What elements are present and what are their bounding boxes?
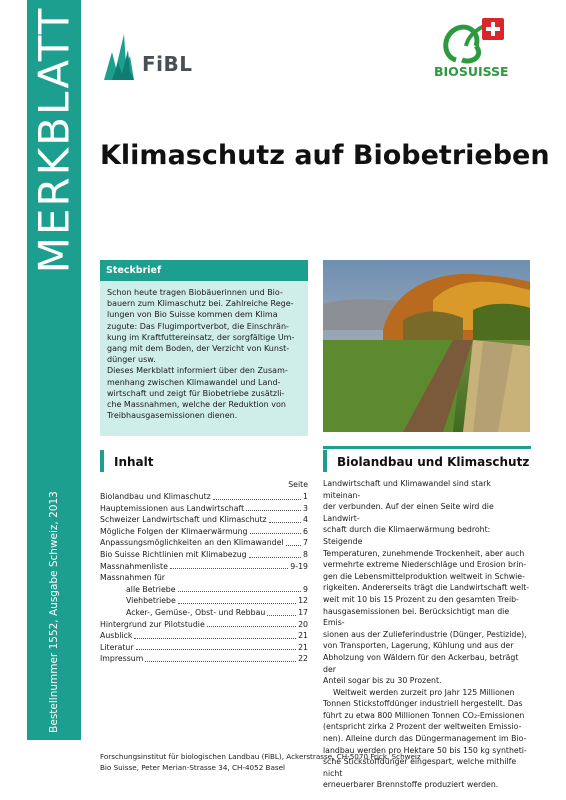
article-line: der verbunden. Auf der einen Seite wird die Landwirt- <box>323 502 494 523</box>
footer-line-biosuisse: Bio Suisse, Peter Merian-Strasse 34, CH-4052 Basel <box>100 762 286 772</box>
article-line: Weltweit werden zurzeit pro Jahr 125 Millionen <box>333 687 515 697</box>
toc-item-page: 17 <box>298 607 308 617</box>
landscape-photo-image <box>323 260 530 432</box>
article-line: Temperaturen, zunehmende Trockenheit, aber auch <box>323 548 525 558</box>
table-of-contents <box>100 478 308 665</box>
steckbrief-line: bauern zum Klimaschutz bei. Zahlreiche Rege- <box>107 299 294 309</box>
steckbrief-heading: Steckbrief <box>100 260 308 281</box>
toc-leader-dots <box>178 603 296 604</box>
toc-item[interactable] <box>100 584 308 596</box>
article-heading-bar <box>323 450 327 472</box>
toc-item-label: Biolandbau und Klimaschutz <box>100 492 211 501</box>
toc-item[interactable] <box>100 630 308 642</box>
toc-item[interactable] <box>100 503 308 515</box>
toc-item-label: Literatur <box>100 642 134 652</box>
toc-item-label: Bio Suisse Richtlinien mit Klimabezug <box>100 549 247 559</box>
toc-item-label: Massnahmenliste <box>100 561 168 571</box>
toc-item-label: Anpassungsmöglichkeiten an den Klimawandel <box>100 538 284 548</box>
article-line: nen). Alleine durch das Düngermanagement im Bio- <box>323 734 527 744</box>
toc-item-page: 9 <box>303 584 308 594</box>
article-line: führt zu etwa 800 Millionen Tonnen CO₂-Emissionen <box>323 710 525 720</box>
toc-item-label: Ausblick <box>100 631 133 641</box>
toc-item-page: 7 <box>303 538 308 548</box>
toc-item-label: Impressum <box>100 654 144 664</box>
toc-leader-dots <box>170 568 288 569</box>
toc-leader-dots <box>178 591 302 592</box>
steckbrief-line: gang mit dem Boden, der Verzicht von Kunst- <box>107 344 290 354</box>
toc-item[interactable] <box>100 549 308 561</box>
inhalt-heading-bar <box>100 450 104 472</box>
toc-item-label: alle Betriebe <box>126 584 176 594</box>
toc-item[interactable] <box>100 537 308 549</box>
inhalt-heading: Inhalt <box>100 446 308 474</box>
toc-item-page: 9-19 <box>290 561 308 571</box>
article-line: sche Stickstoffdünger eingespart, welche mithilfe nicht <box>323 757 517 778</box>
footer-line-fibl: Forschungsinstitut für biologischen Landbau (FiBL), Ackerstrasse, CH-5070 Frick, Schweiz <box>100 752 421 761</box>
article-line: schaft durch die Klimaerwärmung bedroht: Steigende <box>323 525 491 546</box>
article-line: vermehrte extreme Niederschläge und Erosion brin- <box>323 560 527 570</box>
toc-item[interactable] <box>100 526 308 538</box>
steckbrief-line: Dieses Merkblatt informiert über den Zusam- <box>107 366 288 376</box>
article-line: weit mit 10 bis 15 Prozent zu den gesamten Treib- <box>323 594 519 604</box>
toc-leader-dots <box>207 626 296 627</box>
toc-item-page: 20 <box>298 619 308 629</box>
toc-item[interactable] <box>100 514 308 526</box>
toc-leader-dots <box>136 649 297 650</box>
steckbrief-line: che Massnahmen, welche der Reduktion von <box>107 400 286 410</box>
toc-leader-dots <box>250 533 302 534</box>
fibl-wordmark: FiBL <box>142 52 193 76</box>
article-line: Anteil sogar bis zu 30 Prozent. <box>323 676 442 686</box>
article-line: Landwirtschaft und Klimawandel sind stark miteinan- <box>323 479 491 500</box>
article-heading: Biolandbau und Klimaschutz <box>323 446 531 474</box>
bio-suisse-bud-icon <box>432 16 522 66</box>
toc-leader-dots <box>267 615 296 616</box>
article-line: Tonnen Stickstoffdünger industriell hergestellt. Das <box>323 699 523 709</box>
toc-item[interactable] <box>100 653 308 665</box>
toc-item[interactable] <box>100 619 308 631</box>
toc-leader-dots <box>246 510 301 511</box>
toc-item-label: Hauptemissionen aus Landwirtschaft <box>100 503 245 513</box>
toc-item-page: 1 <box>303 492 308 501</box>
steckbrief-line: lungen von Bio Suisse kommen dem Klima <box>107 310 278 320</box>
article-line: erneuerbarer Brennstoffe produziert werden. <box>323 780 499 790</box>
landscape-photo <box>323 260 530 432</box>
toc-item[interactable] <box>100 561 308 573</box>
fibl-logo-mark-icon <box>100 28 144 84</box>
toc-item-page: 21 <box>298 631 308 641</box>
toc-item-page: 4 <box>303 515 308 525</box>
order-info: Bestellnummer 1552, Ausgabe Schweiz, 2013 <box>48 491 60 733</box>
steckbrief-line: wirtschaft und zeigt für Biobetriebe zusätzli- <box>107 388 285 398</box>
article-line: gen die Lebensmittelproduktion weltweit in Schwie- <box>323 571 525 581</box>
fibl-logo <box>100 28 210 84</box>
toc-seite-label: Seite <box>288 480 308 489</box>
bio-suisse-logo <box>432 16 522 86</box>
article-line: landbau werden pro Hektare 50 bis 150 kg syntheti- <box>323 745 527 755</box>
toc-leader-dots <box>286 545 301 546</box>
toc-item-label: Schweizer Landwirtschaft und Klimaschutz <box>100 515 267 525</box>
steckbrief-line: menhang zwischen Klimawandel und Land- <box>107 377 281 387</box>
steckbrief-line: zugute: Das Flugimportverbot, die Einschrän- <box>107 321 289 331</box>
steckbrief-line: kung im Kraftfuttereinsatz, der sorgfältige Um- <box>107 332 295 342</box>
toc-item-label: Mögliche Folgen der Klimaerwärmung <box>100 526 248 536</box>
toc-item[interactable] <box>100 642 308 654</box>
toc-item-page: 21 <box>298 642 308 652</box>
toc-item-page: 12 <box>298 596 308 606</box>
steckbrief-text <box>100 281 308 421</box>
toc-item-label: Hintergrund zur Pilotstudie <box>100 619 205 629</box>
steckbrief-line: Treibhausgasemissionen dienen. <box>107 411 238 421</box>
article-line: hausgasemissionen bei. Berücksichtigt man die Emis- <box>323 606 510 628</box>
sidebar-band <box>27 0 81 740</box>
steckbrief-box <box>100 260 308 436</box>
toc-item-label: Acker-, Gemüse-, Obst- und Rebbau <box>126 607 266 617</box>
toc-leader-dots <box>269 522 301 523</box>
article-body <box>323 478 530 791</box>
toc-leader-dots <box>249 557 301 558</box>
bio-suisse-wordmark: BIOSUISSE <box>434 64 509 79</box>
toc-item-label: Viehbetriebe <box>126 596 176 606</box>
toc-leader-dots <box>213 499 301 500</box>
article-line: von Transporten, Lagerung, Kühlung und aus der <box>323 641 514 651</box>
toc-item-page: 3 <box>303 503 308 513</box>
toc-item[interactable] <box>100 607 308 619</box>
toc-leader-dots <box>145 661 296 662</box>
steckbrief-line: Schon heute tragen Biobäuerinnen und Bio- <box>107 288 283 297</box>
article-line: rigkeiten. Andererseits trägt die Landwirtschaft welt- <box>323 583 530 593</box>
article-line: Abholzung von Wäldern für den Ackerbau, beträgt der <box>323 652 519 674</box>
toc-item[interactable] <box>100 491 308 503</box>
toc-item-page: 22 <box>298 654 308 664</box>
toc-leader-dots <box>134 638 296 639</box>
toc-item-page: 8 <box>303 549 308 559</box>
toc-item[interactable] <box>100 595 308 607</box>
toc-item-label: Massnahmen für <box>100 573 165 583</box>
page-title: Klimaschutz auf Biobetrieben <box>100 140 550 171</box>
toc-item[interactable] <box>100 572 308 584</box>
toc-item-page: 6 <box>303 526 308 536</box>
steckbrief-line: dünger usw. <box>107 355 156 365</box>
footer-address <box>100 752 540 773</box>
merkblatt-label: MERKBLATT <box>29 6 79 274</box>
article-line: (entspricht zirka 2 Prozent der weltweiten Emissio- <box>323 722 522 732</box>
article-line: sionen aus der Zulieferindustrie (Dünger, Pestizide), <box>323 629 527 639</box>
